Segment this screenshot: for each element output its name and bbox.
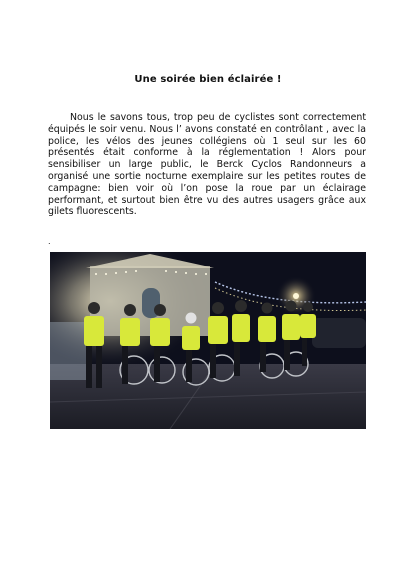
article-paragraph: Nous le savons tous, trop peu de cyclistes sont correctement équipés le soir venu. Nous l’ avons constaté en contrôlant , avec la police, les vélos des jeunes collégiens où 1 seul sur les 60 présentés était conforme à la réglementation ! Alors pour sensibiliser un large public, le Berck Cyclos Randonneurs a organisé une sortie nocturne exemplaire sur les petites routes de campagne: bien voir où l’on pose la roue par un éclairage performant, et surtout bien être vu des autres usagers grâce aux gilets fluorescents. [48, 112, 366, 218]
document-title: Une soirée bien éclairée ! [134, 74, 282, 85]
parked-car [312, 318, 366, 348]
separator-dot: . [48, 237, 51, 246]
group-photo [50, 252, 366, 429]
